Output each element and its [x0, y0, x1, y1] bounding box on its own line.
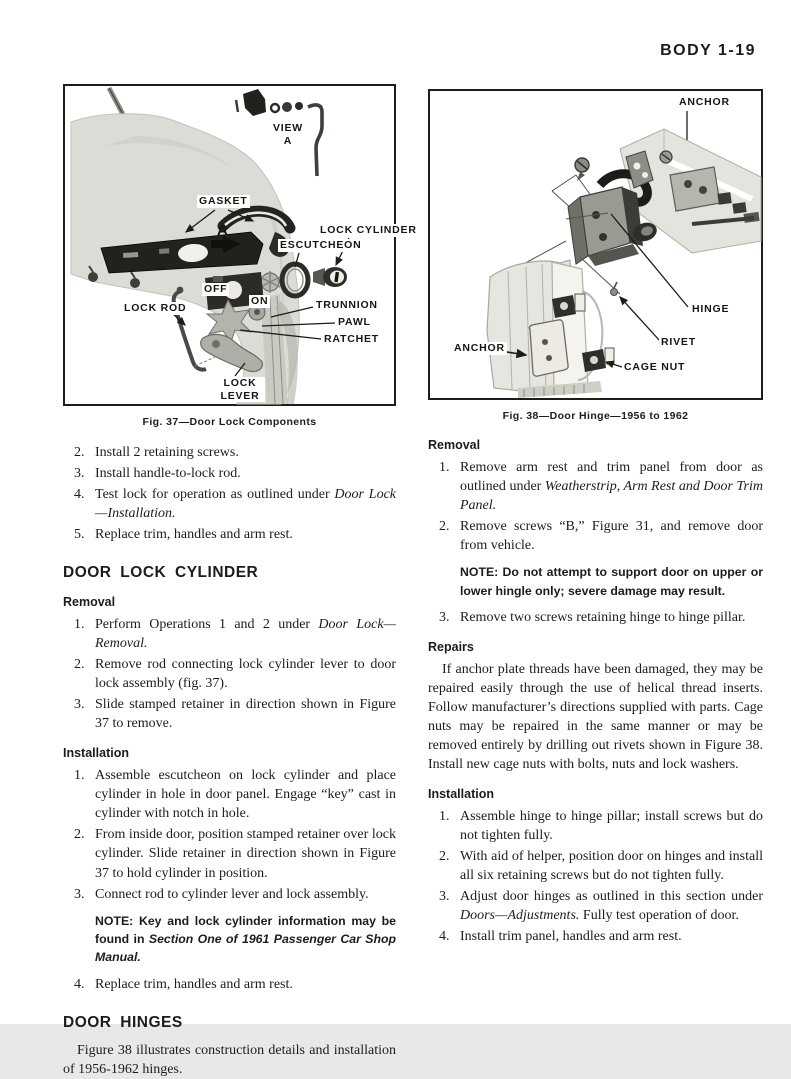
- list-item: [63, 655, 396, 693]
- list-item-number: 2.: [74, 445, 85, 460]
- text-segment: Install handle-to-lock rod.: [95, 466, 241, 482]
- text-segment: NOTE: Key and lock cylinder information may be found in: [95, 913, 396, 946]
- subhead-removal-right: Removal: [428, 438, 481, 452]
- door-hinges-removal-list: [428, 458, 763, 627]
- fig38-label-hinge: HINGE: [692, 303, 730, 315]
- list-item: [63, 975, 396, 994]
- figure-37: [63, 84, 417, 406]
- text-segment: Assemble escutcheon on lock cylinder and place cylinder in hole in door panel. Engage “key” cast in cylinder with notch in hole.: [95, 768, 396, 822]
- list-item: [63, 485, 396, 523]
- fig37-label-gasket: GASKET: [199, 195, 248, 207]
- text-segment: Fully test operation of door.: [579, 908, 739, 924]
- list-item: [428, 608, 763, 627]
- subhead-removal-left: Removal: [63, 595, 116, 610]
- fig37-label-off: OFF: [204, 283, 228, 295]
- list-item-number: 2.: [74, 657, 85, 673]
- page-header: BODY 1-19: [660, 42, 756, 59]
- list-item-text: [95, 825, 396, 882]
- list-item-text: [95, 655, 396, 693]
- section-door-hinges: DOOR HINGES: [63, 1013, 183, 1031]
- left-column: [63, 84, 417, 1079]
- list-item-number: 3.: [74, 466, 85, 482]
- list-item-number: 3.: [74, 886, 85, 902]
- fig37-label-on: ON: [251, 295, 269, 307]
- note: [95, 912, 396, 967]
- list-item-text: [460, 847, 763, 885]
- list-item-number: 2.: [439, 849, 450, 865]
- list-item: [428, 807, 763, 845]
- fig38-label-cage-nut: CAGE NUT: [624, 361, 686, 373]
- list-item-text: [460, 458, 763, 515]
- text-segment: Replace trim, handles and arm rest.: [95, 527, 293, 543]
- text-segment: With aid of helper, position door on hinges and install all six retaining screws but do not tighten fully.: [460, 849, 763, 884]
- fig37-label-lock-cylinder: LOCK CYLINDER: [320, 224, 417, 236]
- list-item-text: [95, 695, 396, 733]
- text-segment: Adjust door hinges as outlined in this section under: [460, 889, 763, 905]
- list-item-text: [95, 464, 396, 483]
- list-item-number: 4.: [74, 976, 85, 992]
- list-item-number: 1.: [439, 809, 450, 825]
- list-item: [63, 464, 396, 483]
- text-segment: Door Lock—Removal.: [95, 617, 396, 652]
- list-item: [63, 766, 396, 823]
- door-hinges-paragraph: [63, 1041, 396, 1079]
- list-item: [428, 458, 763, 515]
- list-item-text: [95, 525, 396, 544]
- subhead-installation-left: Installation: [63, 746, 129, 761]
- list-item: [63, 695, 396, 733]
- text-segment: Weatherstrip, Arm Rest and Door Trim Panel.: [460, 479, 763, 514]
- text-segment: Remove screws “B,” Figure 31, and remove door from vehicle.: [460, 519, 763, 554]
- list-item-text: [95, 975, 396, 994]
- list-item-text: [460, 517, 763, 555]
- fig38-caption: Fig. 38—Door Hinge—1956 to 1962: [502, 410, 689, 422]
- text-segment: If anchor plate threads have been damaged, they may be repaired easily through the use of helical thread inserts. Follow manufacturer’s directions supplied with parts. Cage nuts may be repaired in the same manner or may be removed entirely by drilling out rivets shown in Figure 38. Install new cage nuts with bolts, nuts and lock washers.: [428, 662, 763, 773]
- list-item-number: 1.: [74, 768, 85, 784]
- list-item: [428, 517, 763, 555]
- list-item-number: 1.: [439, 460, 450, 475]
- text-segment: Assemble hinge to hinge pillar; install screws but do not tighten fully.: [460, 809, 763, 844]
- fig38-label-anchor-left: ANCHOR: [454, 342, 505, 354]
- fig37-label-lock-rod: LOCK ROD: [124, 302, 187, 314]
- list-item-text: [95, 615, 396, 653]
- note: [460, 563, 763, 600]
- section-door-lock-cylinder: DOOR LOCK CYLINDER: [63, 564, 259, 582]
- text-segment: From inside door, position stamped retainer over lock cylinder. Slide retainer in direction shown in Figure 37 to hold cylinder in position.: [95, 827, 396, 881]
- list-item-number: 2.: [74, 827, 85, 843]
- repairs-paragraph: [428, 660, 763, 774]
- list-item-text: [460, 927, 763, 946]
- door-lock-continue-list: [63, 443, 396, 544]
- list-item-text: [95, 443, 396, 462]
- text-segment: Perform Operations 1 and 2 under: [95, 617, 319, 633]
- fig37-label-pawl: PAWL: [338, 316, 371, 328]
- figure-38: [428, 89, 763, 400]
- text-segment: Replace trim, handles and arm rest.: [95, 976, 293, 992]
- list-item: [428, 887, 763, 925]
- list-item: [63, 525, 396, 544]
- text-segment: Slide stamped retainer in direction shown in Figure 37 to remove.: [95, 697, 396, 732]
- list-item: [428, 927, 763, 946]
- text-segment: Remove rod connecting lock cylinder lever to door lock assembly (fig. 37).: [95, 657, 396, 692]
- text-segment: Install 2 retaining screws.: [95, 445, 239, 460]
- door-hinges-installation-list: [428, 807, 763, 946]
- list-item: [428, 847, 763, 885]
- list-item-text: [460, 807, 763, 845]
- list-item: [63, 885, 396, 904]
- fig37-label-view-a: VIEW A: [265, 122, 311, 147]
- subhead-repairs: Repairs: [428, 640, 474, 655]
- list-item-text: [95, 766, 396, 823]
- right-column: [428, 89, 763, 948]
- text-segment: Doors—Adjustments.: [460, 908, 580, 924]
- fig37-label-ratchet: RATCHET: [324, 333, 379, 345]
- text-segment: Figure 38 illustrates construction details and installation of 1956-1962 hinges.: [63, 1042, 396, 1077]
- text-segment: Test lock for operation as outlined under: [95, 487, 335, 503]
- list-item-number: 5.: [74, 527, 85, 543]
- fig38-label-anchor-top: ANCHOR: [679, 96, 730, 108]
- list-item-number: 4.: [74, 487, 85, 503]
- fig37-label-escutcheon: ESCUTCHEON: [280, 239, 362, 251]
- door-lock-cylinder-installation-list: [63, 766, 396, 994]
- text-segment: Install trim panel, handles and arm rest.: [460, 929, 682, 945]
- text-segment: Section One of 1961 Passenger Car Shop Manual.: [95, 932, 396, 965]
- text-segment: NOTE: Do not attempt to support door on upper or lower hingle only; severe damage may result.: [460, 565, 763, 598]
- list-item-text: [95, 485, 396, 523]
- text-segment: Remove arm rest and trim panel from door as outlined under: [460, 460, 763, 495]
- subhead-installation-right: Installation: [428, 787, 494, 802]
- list-item: [63, 825, 396, 882]
- fig37-label-lock-lever: LOCK LEVER: [215, 377, 265, 402]
- fig37-label-trunnion: TRUNNION: [316, 299, 378, 311]
- list-item-number: 3.: [74, 697, 85, 713]
- list-item-number: 3.: [439, 889, 450, 905]
- list-item-number: 4.: [439, 929, 450, 945]
- list-item-text: [95, 885, 396, 904]
- list-item-number: 2.: [439, 519, 450, 535]
- text-segment: Door Lock —Installation.: [95, 487, 396, 522]
- list-item-text: [460, 608, 763, 627]
- text-segment: Remove two screws retaining hinge to hinge pillar.: [460, 610, 746, 626]
- fig37-caption: Fig. 37—Door Lock Components: [142, 416, 317, 428]
- fig38-label-rivet: RIVET: [661, 336, 696, 348]
- list-item: [63, 443, 396, 462]
- list-item: [63, 615, 396, 653]
- list-item-number: 1.: [74, 617, 85, 633]
- fig37-label-a-marker: A: [217, 222, 228, 239]
- text-segment: Connect rod to cylinder lever and lock assembly.: [95, 886, 369, 902]
- door-lock-cylinder-removal-list: [63, 615, 396, 733]
- list-item-text: [460, 887, 763, 925]
- list-item-number: 3.: [439, 610, 450, 626]
